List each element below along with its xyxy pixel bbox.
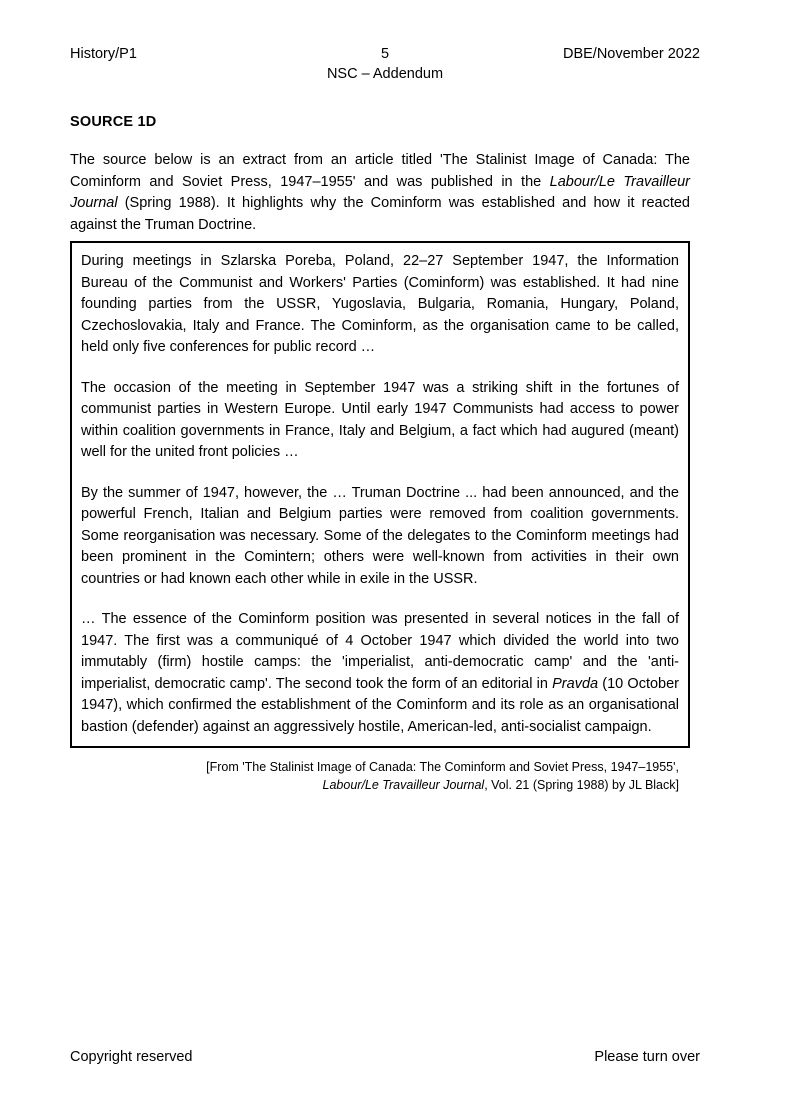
footer-copyright: Copyright reserved <box>70 1049 193 1065</box>
source-heading: SOURCE 1D <box>70 114 157 130</box>
attribution-line-2 <box>81 776 679 794</box>
source-extract-box <box>70 241 690 792</box>
source-paragraph-4 <box>81 609 679 738</box>
paragraph4-pravda-title: Pravda <box>552 675 599 692</box>
paragraph4-part2: (10 October 1947), which confirmed the establishment of the Cominform and its role as an organisational bastion (defender) against an aggressively hostile, American-led, anti-socialist campaign. <box>81 675 680 735</box>
paper-subtitle: NSC – Addendum <box>326 66 444 82</box>
source-attribution <box>81 758 679 794</box>
header-subject-code: History/P1 <box>70 46 137 62</box>
attribution-journal-title: Labour/Le Travailleur Journal <box>322 778 485 792</box>
page-footer <box>70 1047 700 1067</box>
paragraph4-part1: … The essence of the Cominform position was presented in several notices in the fall of 1947. The first was a communiqué of 4 October 1947 which divided the world into two immutably (firm) hostile camps: the 'imperialist, anti-democratic camp' and the 'anti-imperialist, democratic camp'. The second took the form of an editorial in <box>81 611 679 692</box>
page-number: 5 <box>380 46 390 62</box>
intro-text-part2: (Spring 1988). It highlights why the Cominform was established and how it reacted against the Truman Doctrine. <box>70 195 690 233</box>
attribution-line-2-rest: , Vol. 21 (Spring 1988) by JL Black] <box>484 778 679 792</box>
header-exam-session: DBE/November 2022 <box>562 46 700 62</box>
source-paragraph-3: By the summer of 1947, however, the … Truman Doctrine ... had been announced, and the powerful French, Italian and Belgium parties were removed from coalition governments. Some reorganisation was necessary. Some of the delegates to the Cominform meetings had been prominent in the Comintern; others were well-known from activities in their own countries or had known each other while in exile in the USSR. <box>81 484 679 587</box>
attribution-line-1: [From 'The Stalinist Image of Canada: The Cominform and Soviet Press, 1947–1955', <box>206 760 679 774</box>
page-header <box>70 44 700 90</box>
intro-journal-title: Labour/Le Travailleur Journal <box>70 173 690 211</box>
footer-turn-over: Please turn over <box>594 1049 700 1065</box>
source-paragraph-1: During meetings in Szlarska Poreba, Poland, 22–27 September 1947, the Information Bureau of the Communist and Workers' Parties (Cominform) was established. It had nine founding parties from the USSR, Yugoslavia, Bulgaria, Romania, Hungary, Poland, Czechoslovakia, Italy and France. The Cominform, as the organisation came to be called, held only five conferences for public record … <box>81 253 679 355</box>
source-paragraph-2: The occasion of the meeting in September 1947 was a striking shift in the fortunes of communist parties in Western Europe. Until early 1947 Communists had access to power within coalition governments in France, Italy and Belgium, a fact which had augured (meant) well for the united front policies … <box>81 379 679 460</box>
intro-text-part1: The source below is an extract from an article titled 'The Stalinist Image of Canada: The Cominform and Soviet Press, 1947–1955' and was published in the <box>70 152 690 190</box>
source-introduction <box>70 150 690 236</box>
